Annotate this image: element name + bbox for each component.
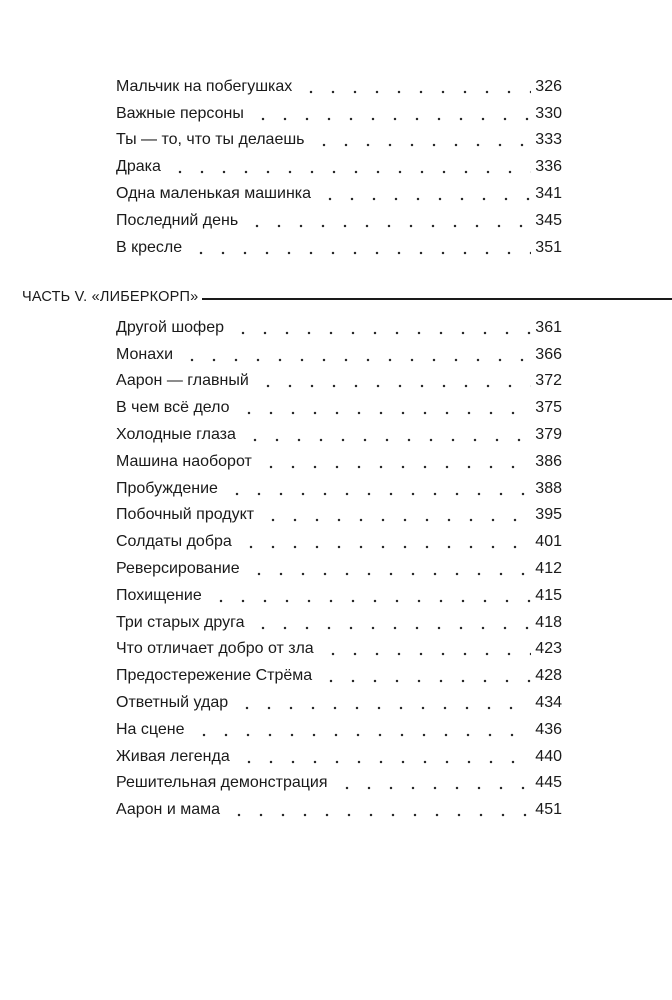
toc-entry-page-number: 415 — [535, 586, 562, 604]
toc-entry-title: Решительная демонстрация — [116, 774, 328, 792]
toc-entry-title: Одна маленькая машинка — [116, 184, 312, 202]
toc-entry-title: Другой шофер — [116, 318, 225, 336]
toc-dot-leader — [232, 693, 531, 713]
part-heading-rule — [202, 298, 672, 300]
toc-dot-leader — [296, 77, 531, 97]
toc-entry — [116, 713, 562, 740]
toc-entry-page-number: 434 — [535, 693, 562, 711]
toc-entry-title: Ответный удар — [116, 693, 229, 711]
toc-block-part-4-end — [116, 70, 562, 258]
toc-entry-title: Живая легенда — [116, 747, 230, 765]
toc-dot-leader — [248, 104, 531, 124]
toc-dot-leader — [165, 157, 531, 177]
toc-dot-leader — [253, 371, 532, 391]
toc-entry-page-number: 386 — [535, 452, 562, 470]
toc-entry — [116, 767, 562, 794]
toc-entry-page-number: 326 — [535, 77, 562, 95]
toc-entry-page-number: 336 — [535, 158, 562, 176]
toc-entry-page-number: 351 — [535, 238, 562, 256]
toc-dot-leader — [242, 211, 531, 231]
toc-entry-page-number: 379 — [535, 425, 562, 443]
toc-entry-page-number: 445 — [535, 774, 562, 792]
toc-entry-page-number: 330 — [535, 104, 562, 122]
toc-dot-leader — [234, 747, 532, 767]
toc-dot-leader — [186, 238, 531, 258]
toc-entry-title: Ты — то, что ты делаешь — [116, 131, 305, 149]
toc-entry-title: На сцене — [116, 720, 185, 738]
toc-dot-leader — [244, 559, 532, 579]
toc-entry-title: Предостережение Стрёма — [116, 667, 313, 685]
toc-entry — [116, 365, 562, 392]
toc-entry-title: Мальчик на побегушках — [116, 77, 293, 95]
toc-entry-title: Похищение — [116, 586, 202, 604]
toc-dot-leader — [309, 130, 532, 150]
toc-entry-title: Аарон и мама — [116, 801, 221, 819]
toc-entry-page-number: 388 — [535, 479, 562, 497]
toc-entry — [116, 70, 562, 97]
toc-entry-page-number: 333 — [535, 131, 562, 149]
toc-entry — [116, 231, 562, 258]
toc-entry-page-number: 361 — [535, 318, 562, 336]
toc-entry-page-number: 401 — [535, 533, 562, 551]
toc-entry — [116, 150, 562, 177]
toc-dot-leader — [258, 505, 531, 525]
toc-dot-leader — [234, 398, 532, 418]
toc-entry — [116, 606, 562, 633]
toc-dot-leader — [332, 773, 532, 793]
toc-entry-title: Пробуждение — [116, 479, 218, 497]
toc-entry — [116, 633, 562, 660]
toc-entry-title: Что отличает добро от зла — [116, 640, 314, 658]
toc-dot-leader — [206, 586, 532, 606]
toc-entry — [116, 472, 562, 499]
part-heading — [22, 286, 672, 308]
toc-dot-leader — [248, 613, 531, 633]
toc-entry-title: Холодные глаза — [116, 425, 236, 443]
toc-dot-leader — [189, 720, 532, 740]
toc-entry-page-number: 440 — [535, 747, 562, 765]
toc-entry-title: Последний день — [116, 211, 239, 229]
toc-entry-page-number: 436 — [535, 720, 562, 738]
toc-entry — [116, 499, 562, 526]
toc-entry-title: В кресле — [116, 238, 183, 256]
toc-entry-title: Реверсирование — [116, 559, 240, 577]
toc-entry-page-number: 423 — [535, 640, 562, 658]
toc-entry — [116, 793, 562, 820]
toc-entry-page-number: 372 — [535, 372, 562, 390]
toc-entry-title: Три старых друга — [116, 613, 245, 631]
toc-entry-title: Драка — [116, 158, 161, 176]
toc-dot-leader — [318, 639, 532, 659]
toc-entry-title: Монахи — [116, 345, 174, 363]
toc-dot-leader — [228, 318, 531, 338]
toc-entry — [116, 740, 562, 767]
toc-dot-leader — [222, 479, 531, 499]
toc-dot-leader — [315, 184, 531, 204]
toc-entry-title: В чем всё дело — [116, 399, 230, 417]
toc-entry-page-number: 341 — [535, 184, 562, 202]
toc-entry-page-number: 428 — [535, 667, 562, 685]
toc-entry — [116, 311, 562, 338]
toc-entry-title: Аарон — главный — [116, 372, 249, 390]
toc-entry — [116, 579, 562, 606]
toc-dot-leader — [256, 452, 531, 472]
toc-entry — [116, 418, 562, 445]
toc-entry-page-number: 418 — [535, 613, 562, 631]
toc-dot-leader — [177, 345, 531, 365]
toc-entry — [116, 659, 562, 686]
toc-block-part-5 — [116, 311, 562, 820]
toc-entry — [116, 686, 562, 713]
toc-dot-leader — [224, 800, 531, 820]
part-heading-label: ЧАСТЬ V. «ЛИБЕРКОРП» — [22, 289, 199, 305]
toc-entry-title: Солдаты добра — [116, 533, 232, 551]
toc-entry-page-number: 412 — [535, 559, 562, 577]
toc-entry — [116, 552, 562, 579]
toc-dot-leader — [236, 532, 532, 552]
toc-entry-page-number: 345 — [535, 211, 562, 229]
toc-dot-leader — [240, 425, 531, 445]
toc-entry — [116, 391, 562, 418]
toc-entry-page-number: 366 — [535, 345, 562, 363]
toc-dot-leader — [316, 666, 531, 686]
toc-entry — [116, 338, 562, 365]
toc-entry-title: Важные персоны — [116, 104, 244, 122]
toc-entry — [116, 445, 562, 472]
toc-entry-page-number: 395 — [535, 506, 562, 524]
toc-entry — [116, 97, 562, 124]
toc-entry — [116, 204, 562, 231]
toc-entry-page-number: 451 — [535, 801, 562, 819]
toc-entry — [116, 177, 562, 204]
toc-entry-page-number: 375 — [535, 399, 562, 417]
toc-entry — [116, 124, 562, 151]
toc-entry-title: Машина наоборот — [116, 452, 252, 470]
toc-entry — [116, 525, 562, 552]
toc-entry-title: Побочный продукт — [116, 506, 255, 524]
